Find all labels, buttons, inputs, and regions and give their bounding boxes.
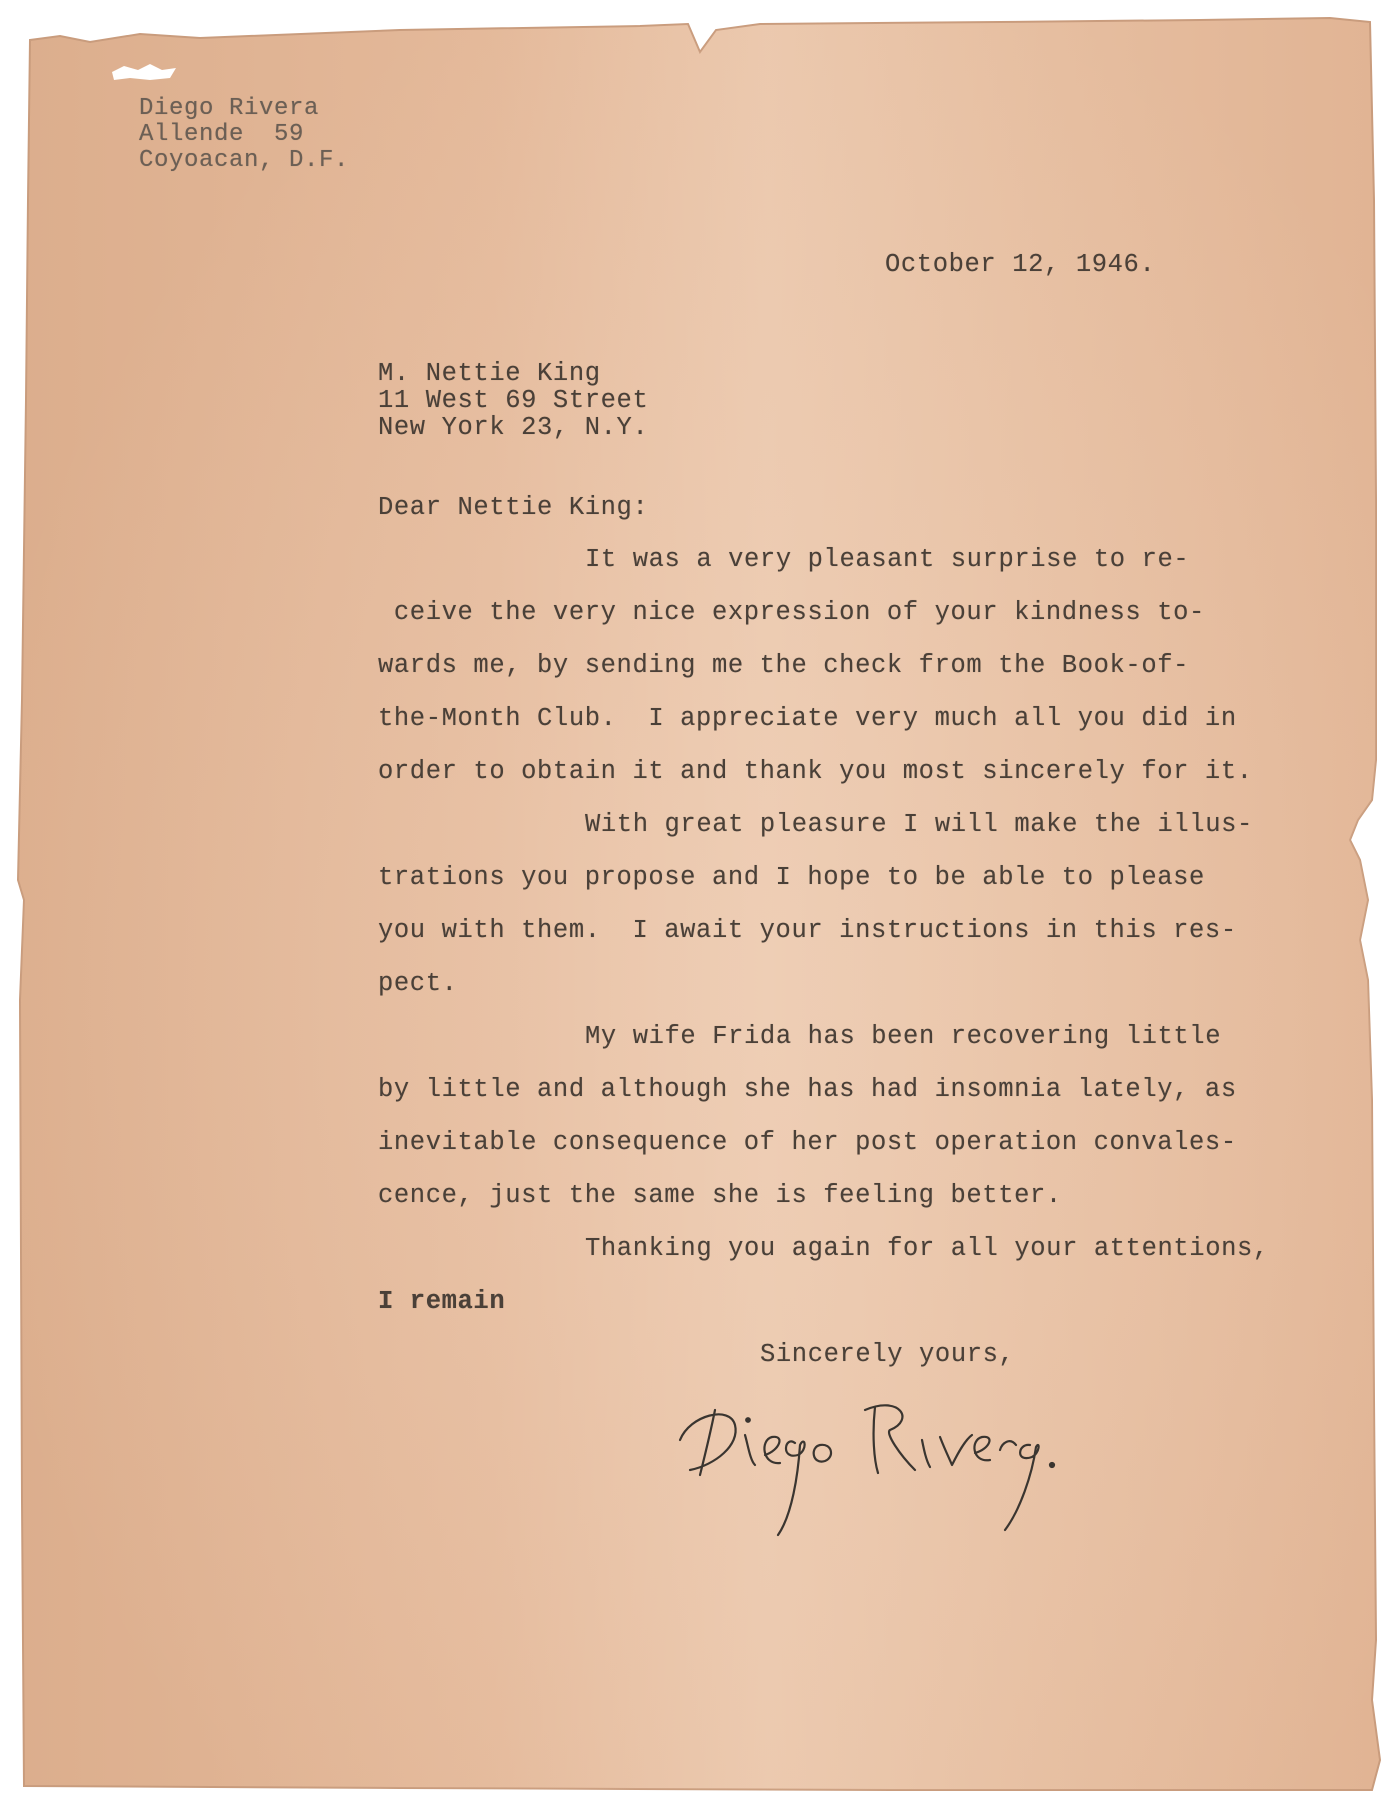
body-line: inevitable consequence of her post operation convales- <box>378 1128 1237 1157</box>
recipient-street: 11 West 69 Street <box>378 386 649 415</box>
body-line: by little and although she has had insomnia lately, as <box>378 1075 1237 1104</box>
body-line: ceive the very nice expression of your kindness to- <box>378 598 1205 627</box>
sender-city: Coyoacan, D.F. <box>139 147 350 174</box>
body-line: cence, just the same she is feeling better. <box>378 1181 1062 1210</box>
body-line: pect. <box>378 969 458 998</box>
recipient-name: M. Nettie King <box>378 359 601 388</box>
body-line: you with them. I await your instructions in this res- <box>378 916 1237 945</box>
sender-name: Diego Rivera <box>139 95 320 122</box>
body-line: It was a very pleasant surprise to re- <box>585 545 1190 574</box>
body-line: With great pleasure I will make the illus- <box>585 810 1253 839</box>
body-line: trations you propose and I hope to be able to please <box>378 863 1205 892</box>
body-line-i-remain: I remain <box>378 1287 506 1316</box>
handwritten-signature <box>660 1365 1140 1545</box>
body-line: My wife Frida has been recovering little <box>585 1022 1222 1051</box>
body-line: order to obtain it and thank you most sincerely for it. <box>378 757 1253 786</box>
body-line: Thanking you again for all your attentions, <box>585 1234 1269 1263</box>
body-line: the-Month Club. I appreciate very much all you did in <box>378 704 1237 733</box>
body-line: wards me, by sending me the check from the Book-of- <box>378 651 1190 680</box>
letter-date: October 12, 1946. <box>885 250 1156 279</box>
recipient-city: New York 23, N.Y. <box>378 413 649 442</box>
sender-street: Allende 59 <box>139 121 305 148</box>
closing: Sincerely yours, <box>760 1340 1015 1369</box>
salutation: Dear Nettie King: <box>378 493 649 522</box>
